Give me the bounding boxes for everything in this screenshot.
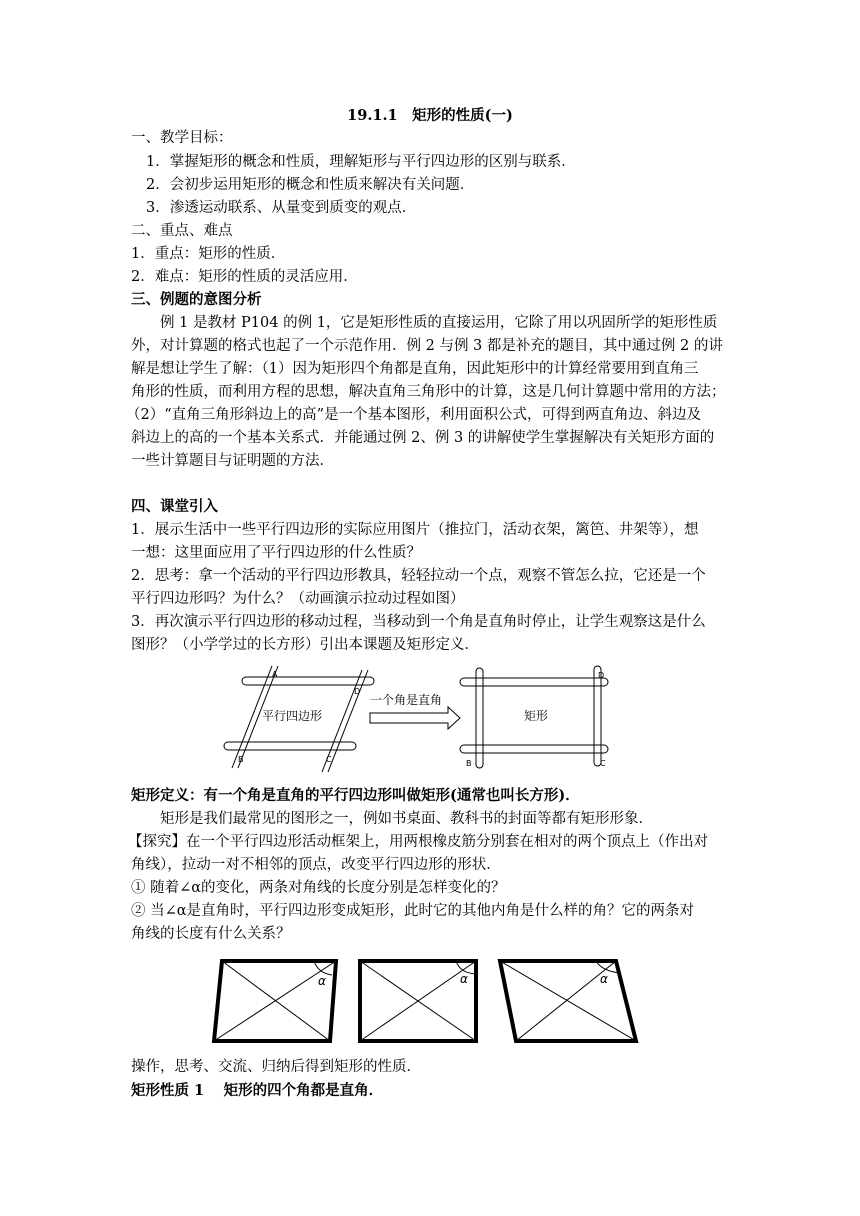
section-heading-examples: 三、例题的意图分析: [131, 291, 262, 308]
paragraph-line: 一些计算题目与证明题的方法．: [131, 453, 334, 469]
paragraph-line: 斜边上的高的一个基本关系式．并能通过例 2、例 3 的讲解使学生掌握解决有关矩形方面的: [131, 430, 715, 446]
objective-item-2: 2．会初步运用矩形的概念和性质来解决有关问题．: [146, 177, 475, 193]
section-heading-objectives: 一、教学目标：: [131, 130, 233, 146]
intro-line: 平行四边形吗？为什么？（动画演示拉动过程如图）: [131, 591, 465, 607]
vertex-label-a: A: [272, 670, 278, 679]
paragraph-line: 例 1 是教材 P104 的例 1，它是矩形性质的直接运用，它除了用以巩固所学的矩形性质: [160, 315, 718, 331]
angle-label: α: [460, 972, 468, 986]
section-heading-intro: 四、课堂引入: [131, 498, 218, 515]
intro-line: 一想：这里面应用了平行四边形的什么性质？: [131, 545, 421, 561]
vertex-label-d: D: [354, 687, 361, 696]
operation-line: 操作，思考、交流、归纳后得到矩形的性质．: [131, 1059, 421, 1075]
section-heading-keypoints: 二、重点、难点: [131, 223, 233, 239]
page-title: 19.1.1 矩形的性质(一): [347, 107, 513, 124]
arrow-label: 一个角是直角: [370, 693, 443, 707]
parallelogram-label: 平行四边形: [262, 709, 323, 723]
explore-question-1: ① 随着∠α的变化，两条对角线的长度分别是怎样变化的？: [131, 880, 506, 896]
vertex-label-d: D: [598, 671, 605, 680]
angle-label: α: [600, 972, 608, 986]
rectangle-label: 矩形: [524, 709, 549, 723]
explore-question-2-cont: 角线的长度有什么关系？: [131, 926, 291, 942]
rectangle-definition: 矩形定义：有一个角是直角的平行四边形叫做矩形(通常也叫长方形)．: [131, 787, 580, 804]
intro-line: 2．思考：拿一个活动的平行四边形教具，轻轻拉动一个点，观察不管怎么拉，它还是一个: [131, 568, 706, 584]
vertex-label-c: C: [600, 759, 606, 768]
paragraph-line: 矩形是我们最常见的图形之一，例如书桌面、教科书的封面等都有矩形形象．: [160, 811, 653, 827]
keypoint-item-1: 1．重点：矩形的性质．: [131, 246, 286, 262]
intro-line: 3．再次演示平行四边形的移动过程，当移动到一个角是直角时停止，让学生观察这是什么: [131, 614, 706, 630]
objective-item-1: 1．掌握矩形的概念和性质，理解矩形与平行四边形的区别与联系．: [146, 154, 576, 170]
intro-line: 图形？（小学学过的长方形）引出本课题及矩形定义．: [131, 637, 479, 653]
rect-bar-top: [460, 678, 608, 686]
frame-bar-top: [242, 677, 374, 685]
paragraph-line: 外，对计算题的格式也起了一个示范作用．例 2 与例 3 都是补充的题目，其中通过例 2 的讲: [131, 338, 723, 354]
objective-item-3: 3．渗透运动联系、从量变到质变的观点．: [146, 200, 417, 216]
parallelogram-to-rectangle-figure: [222, 662, 620, 774]
diagonal-frames-figure: [210, 955, 650, 1045]
arrow-shape: [370, 707, 460, 729]
frame-bar-bottom: [224, 742, 356, 750]
vertex-label-c: C: [326, 755, 332, 764]
rect-bar-bottom: [460, 745, 608, 753]
rectangle-property-1: 矩形性质 1 矩形的四个角都是直角．: [131, 1082, 384, 1099]
rect-bar-right: [594, 666, 601, 766]
explore-question-2: ② 当∠α是直角时，平行四边形变成矩形，此时它的其他内角是什么样的角？它的两条对: [131, 903, 695, 919]
paragraph-line: （2）“直角三角形斜边上的高”是一个基本图形，利用面积公式，可得到两直角边、斜边及: [126, 407, 702, 423]
explore-line: 【探究】在一个平行四边形活动框架上，用两根橡皮筋分别套在相对的两个顶点上（作出对: [128, 834, 708, 850]
keypoint-item-2: 2．难点：矩形的性质的灵活应用．: [131, 269, 358, 285]
paragraph-line: 解是想让学生了解：（1）因为矩形四个角都是直角，因此矩形中的计算经常要用到直角三: [131, 361, 699, 377]
explore-line: 角线），拉动一对不相邻的顶点，改变平行四边形的形状．: [131, 857, 501, 873]
vertex-label-b: B: [466, 759, 472, 768]
paragraph-line: 角形的性质，而利用方程的思想，解决直角三角形中的计算，这是几何计算题中常用的方法；: [131, 384, 726, 400]
angle-label: α: [318, 974, 326, 988]
vertex-label-b: B: [238, 755, 244, 764]
intro-line: 1．展示生活中一些平行四边形的实际应用图片（推拉门，活动衣架，篱笆、井架等），想: [131, 522, 699, 538]
